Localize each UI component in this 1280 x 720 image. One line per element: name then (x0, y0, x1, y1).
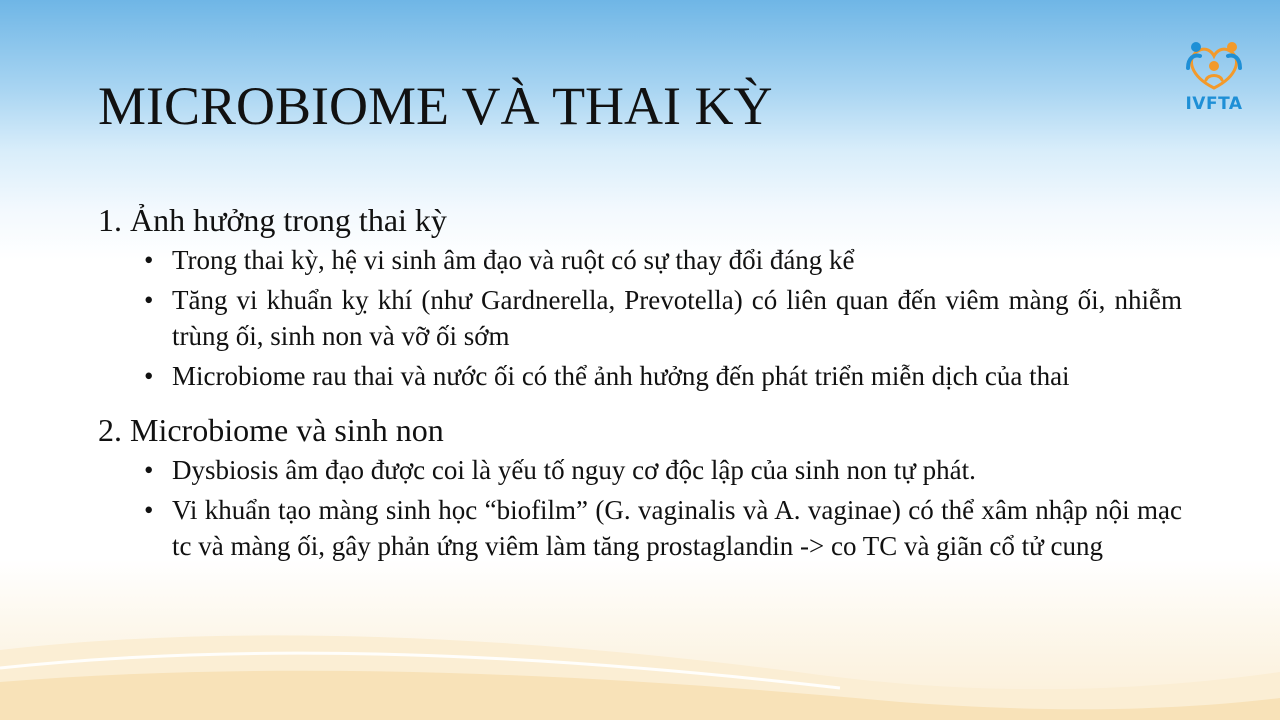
bullet-item (98, 358, 1182, 394)
section-heading: 1. Ảnh hưởng trong thai kỳ (98, 202, 447, 238)
bullet-text: Microbiome rau thai và nước ối có thể ảnh hưởng đến phát triển miễn dịch của thai (172, 361, 1070, 391)
bullet-text: Tăng vi khuẩn kỵ khí (như Gardnerella, Prevotella) có liên quan đến viêm màng ối, nhiễm trùng ối, sinh non và vỡ ối sớm (172, 285, 1182, 351)
bullet-dot: • (144, 285, 154, 315)
section-pregnancy-effects (98, 200, 1182, 394)
slide-title: MICROBIOME VÀ THAI KỲ (98, 76, 773, 136)
bullet-text: Trong thai kỳ, hệ vi sinh âm đạo và ruột có sự thay đổi đáng kể (172, 245, 855, 275)
bullet-dot: • (144, 361, 154, 391)
bullet-dot: • (144, 495, 154, 525)
bullet-item (98, 452, 1182, 488)
bullet-text: Vi khuẩn tạo màng sinh học “biofilm” (G. vaginalis và A. vaginae) có thể xâm nhập nội mạc tc và màng ối, gây phản ứng viêm làm tăng prostaglandin -> co TC và giãn cổ tử cung (172, 495, 1182, 561)
bullet-text: Dysbiosis âm đạo được coi là yếu tố nguy cơ độc lập của sinh non tự phát. (172, 455, 976, 485)
bullet-dot: • (144, 245, 154, 275)
section-heading: 2. Microbiome và sinh non (98, 412, 444, 448)
bullet-dot: • (144, 455, 154, 485)
ivfta-logo (1176, 38, 1252, 120)
bottom-wave-decoration (0, 580, 1280, 720)
logo-text: IVFTA (1185, 94, 1243, 114)
slide-content (98, 200, 1182, 568)
bullet-item (98, 282, 1182, 354)
bullet-item (98, 242, 1182, 278)
bullet-list (98, 452, 1182, 564)
section-preterm-birth (98, 410, 1182, 564)
family-heart-icon (1176, 38, 1252, 94)
bullet-list (98, 242, 1182, 394)
bullet-item (98, 492, 1182, 564)
